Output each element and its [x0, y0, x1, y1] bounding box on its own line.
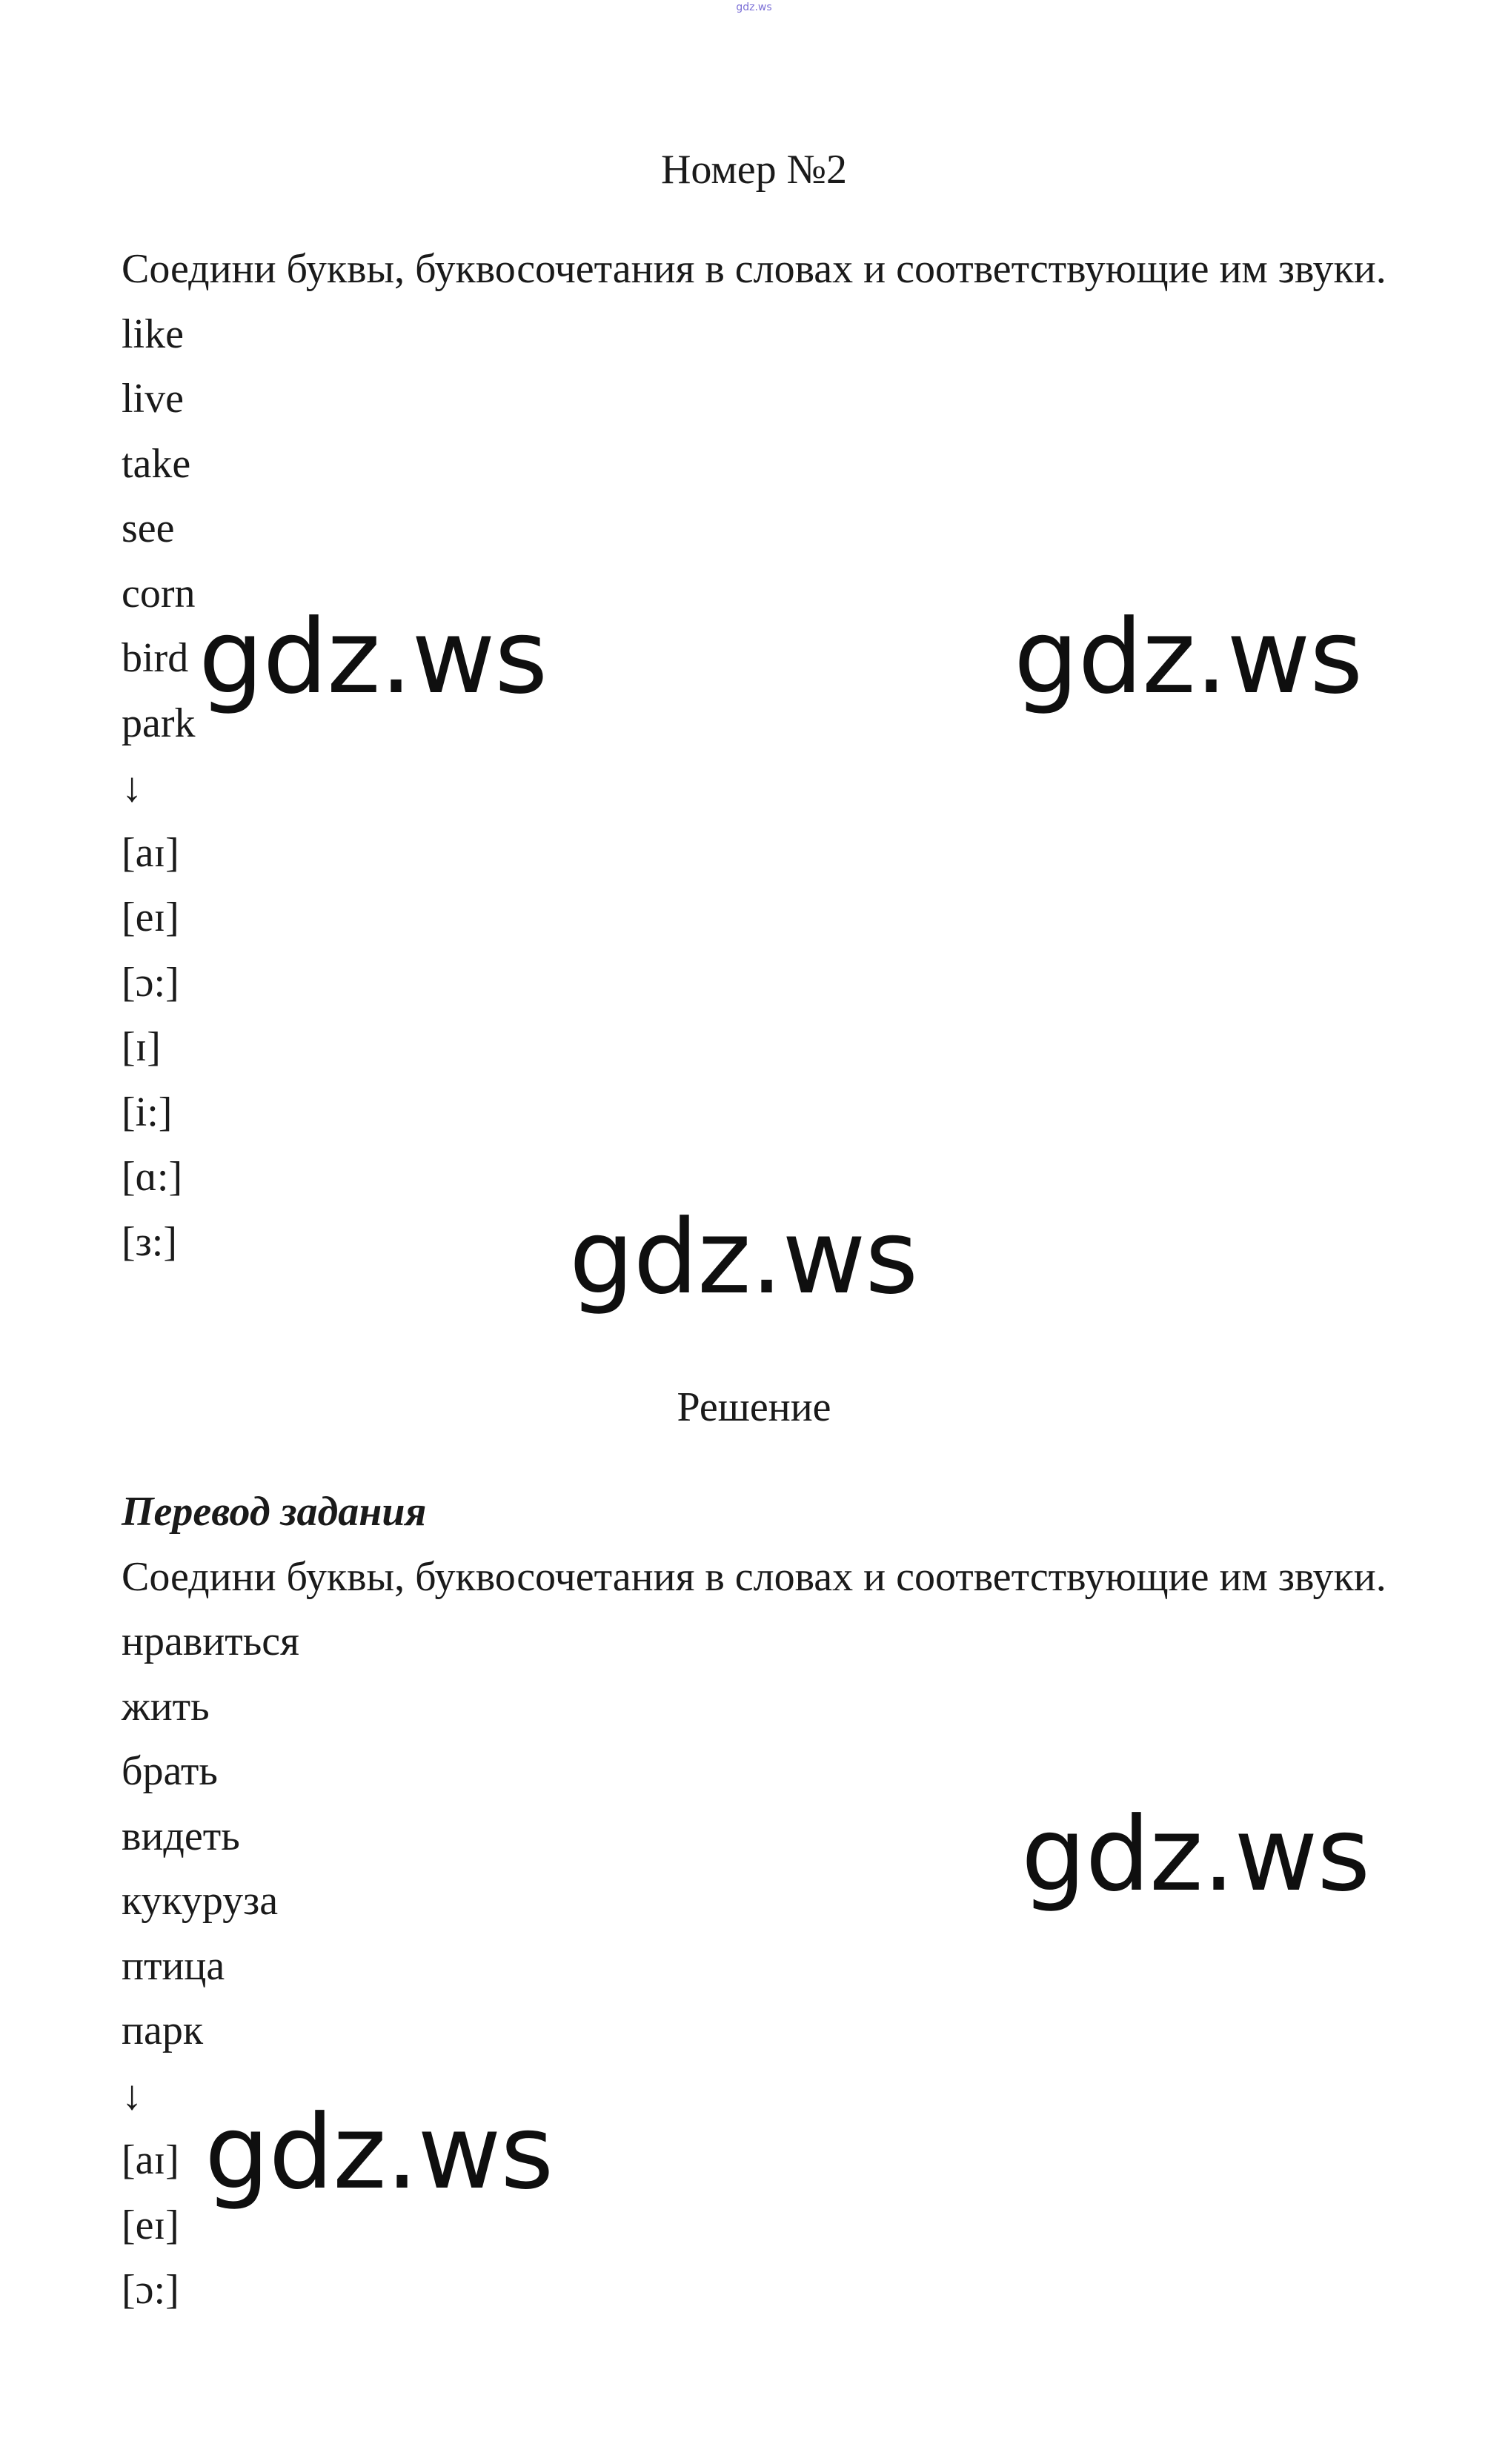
sound-item: [ɔ:] — [122, 2267, 179, 2313]
watermark: gdz.ws — [569, 1198, 918, 1317]
watermark: gdz.ws — [1014, 597, 1363, 717]
word-item: take — [122, 440, 191, 487]
watermark: gdz.ws — [1021, 1795, 1370, 1914]
sound-item: [aɪ] — [122, 829, 179, 876]
word-item: park — [122, 700, 196, 746]
solution-heading: Решение — [677, 1384, 831, 1430]
word-item: live — [122, 376, 184, 422]
sound-item: [eɪ] — [122, 894, 179, 940]
task-instruction: Соедини буквы, буквосочетания в словах и соответствующие им звуки. — [122, 246, 1386, 292]
page-title: Номер №2 — [660, 147, 848, 193]
watermark: gdz.ws — [205, 2093, 554, 2212]
word-item: like — [122, 311, 184, 357]
watermark: gdz.ws — [199, 597, 548, 717]
task-section — [122, 237, 1396, 1275]
translation-heading: Перевод задания — [122, 1489, 427, 1535]
translation-instruction: Соедини буквы, буквосочетания в словах и соответствующие им звуки. — [122, 1553, 1386, 1600]
sound-item: [i:] — [122, 1089, 173, 1135]
word-item: bird — [122, 635, 189, 681]
translated-word-item: видеть — [122, 1813, 240, 1859]
sound-item: [ɪ] — [122, 1024, 161, 1070]
sound-item: [eɪ] — [122, 2202, 179, 2248]
down-arrow: ↓ — [122, 765, 142, 811]
header-watermark: gdz.ws — [736, 1, 772, 13]
sound-item: [з:] — [122, 1218, 177, 1265]
word-item: see — [122, 505, 175, 551]
translated-word-item: нравиться — [122, 1618, 299, 1664]
translated-word-item: парк — [122, 2008, 204, 2053]
translated-word-item: птица — [122, 1942, 225, 1989]
sound-item: [ɑ:] — [122, 1154, 183, 1200]
sound-item: [aɪ] — [122, 2137, 179, 2183]
translated-word-item: жить — [122, 1683, 210, 1730]
translated-word-item: кукуруза — [122, 1878, 279, 1924]
down-arrow: ↓ — [122, 2072, 142, 2119]
translated-word-item: брать — [122, 1748, 218, 1794]
word-item: corn — [122, 570, 196, 617]
sound-item: [ɔ:] — [122, 959, 179, 1006]
